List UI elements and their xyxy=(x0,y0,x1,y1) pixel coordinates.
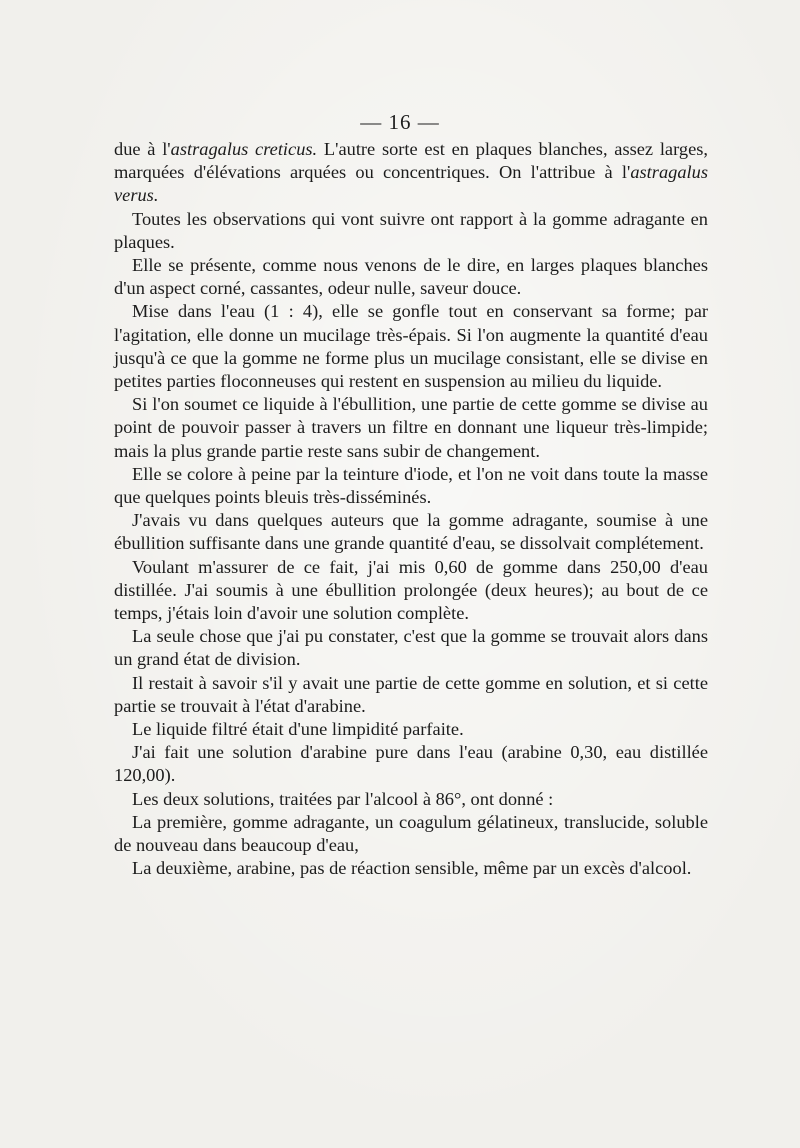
paragraph xyxy=(114,509,708,555)
paragraph xyxy=(114,741,708,787)
paragraph xyxy=(114,625,708,671)
paragraph xyxy=(114,718,708,741)
paragraph xyxy=(114,208,708,254)
text-run: Voulant m'assurer de ce fait, j'ai mis 0,60 de gomme dans 250,00 d'eau distillée. J'ai soumis à une ébullition prolongée (deux heures); au bout de ce temps, j'étais loin d'avoir une solution complète. xyxy=(114,556,708,624)
paragraph xyxy=(114,138,708,208)
text-run: Mise dans l'eau (1 : 4), elle se gonfle tout en conservant sa forme; par l'agitation, elle donne un mucilage très-épais. Si l'on augmente la quantité d'eau jusqu'à ce que la gomme ne forme plus un mucilage consistant, elle se divise en petites parties floconneuses qui restent en suspension au milieu du liquide. xyxy=(114,301,708,392)
text-run: Si l'on soumet ce liquide à l'ébullition, une partie de cette gomme se divise au point de pouvoir passer à travers un filtre en donnant une liqueur très-limpide; mais la plus grande partie reste sans subir de changement. xyxy=(114,394,708,461)
text-run: Toutes les observations qui vont suivre ont rapport à la gomme adragante en plaques. xyxy=(114,208,708,252)
paragraph xyxy=(114,463,708,509)
paragraph xyxy=(114,788,708,811)
text-run: La seule chose que j'ai pu constater, c'est que la gomme se trouvait alors dans un grand état de division. xyxy=(114,626,708,670)
text-run: J'avais vu dans quelques auteurs que la gomme adragante, soumise à une ébullition suffisante dans une grande quantité d'eau, se dissolvait complétement. xyxy=(114,510,708,554)
italic-run: astragalus creticus. xyxy=(170,139,318,159)
paragraph xyxy=(114,300,708,393)
paragraph xyxy=(114,393,708,463)
page-number: — 16 — xyxy=(360,110,440,134)
text-run: Elle se colore à peine par la teinture d'iode, et l'on ne voit dans toute la masse que quelques points bleuis très-disséminés. xyxy=(114,463,708,508)
text-run: Le liquide filtré était d'une limpidité parfaite. xyxy=(132,719,464,740)
text-run: J'ai fait une solution d'arabine pure dans l'eau (arabine 0,30, eau distillée 120,00). xyxy=(114,742,708,786)
paragraph xyxy=(114,811,708,857)
paragraph xyxy=(114,254,708,300)
text-run: La deuxième, arabine, pas de réaction sensible, même par un excès d'alcool. xyxy=(132,858,692,879)
text-run: L'autre sorte est en plaques blanches, assez larges, marquées d'élévations arquées ou concentriques. On l'attribue à l' xyxy=(114,139,708,183)
text-run: La première, gomme adragante, un coagulum gélatineux, translucide, soluble de nouveau dans beaucoup d'eau, xyxy=(114,811,708,856)
paragraph xyxy=(114,672,708,718)
paragraph xyxy=(114,556,708,626)
text-run: Elle se présente, comme nous venons de le dire, en larges plaques blanches d'un aspect corné, cassantes, odeur nulle, saveur douce. xyxy=(114,255,708,299)
paragraph xyxy=(114,857,708,880)
text-run: Il restait à savoir s'il y avait une partie de cette gomme en solution, et si cette partie se trouvait à l'état d'arabine. xyxy=(114,672,708,716)
text-run: Les deux solutions, traitées par l'alcool à 86°, ont donné : xyxy=(132,788,554,809)
text-run: due à l' xyxy=(114,139,171,159)
body-text xyxy=(114,138,708,881)
italic-run: astragalus verus. xyxy=(114,162,708,206)
